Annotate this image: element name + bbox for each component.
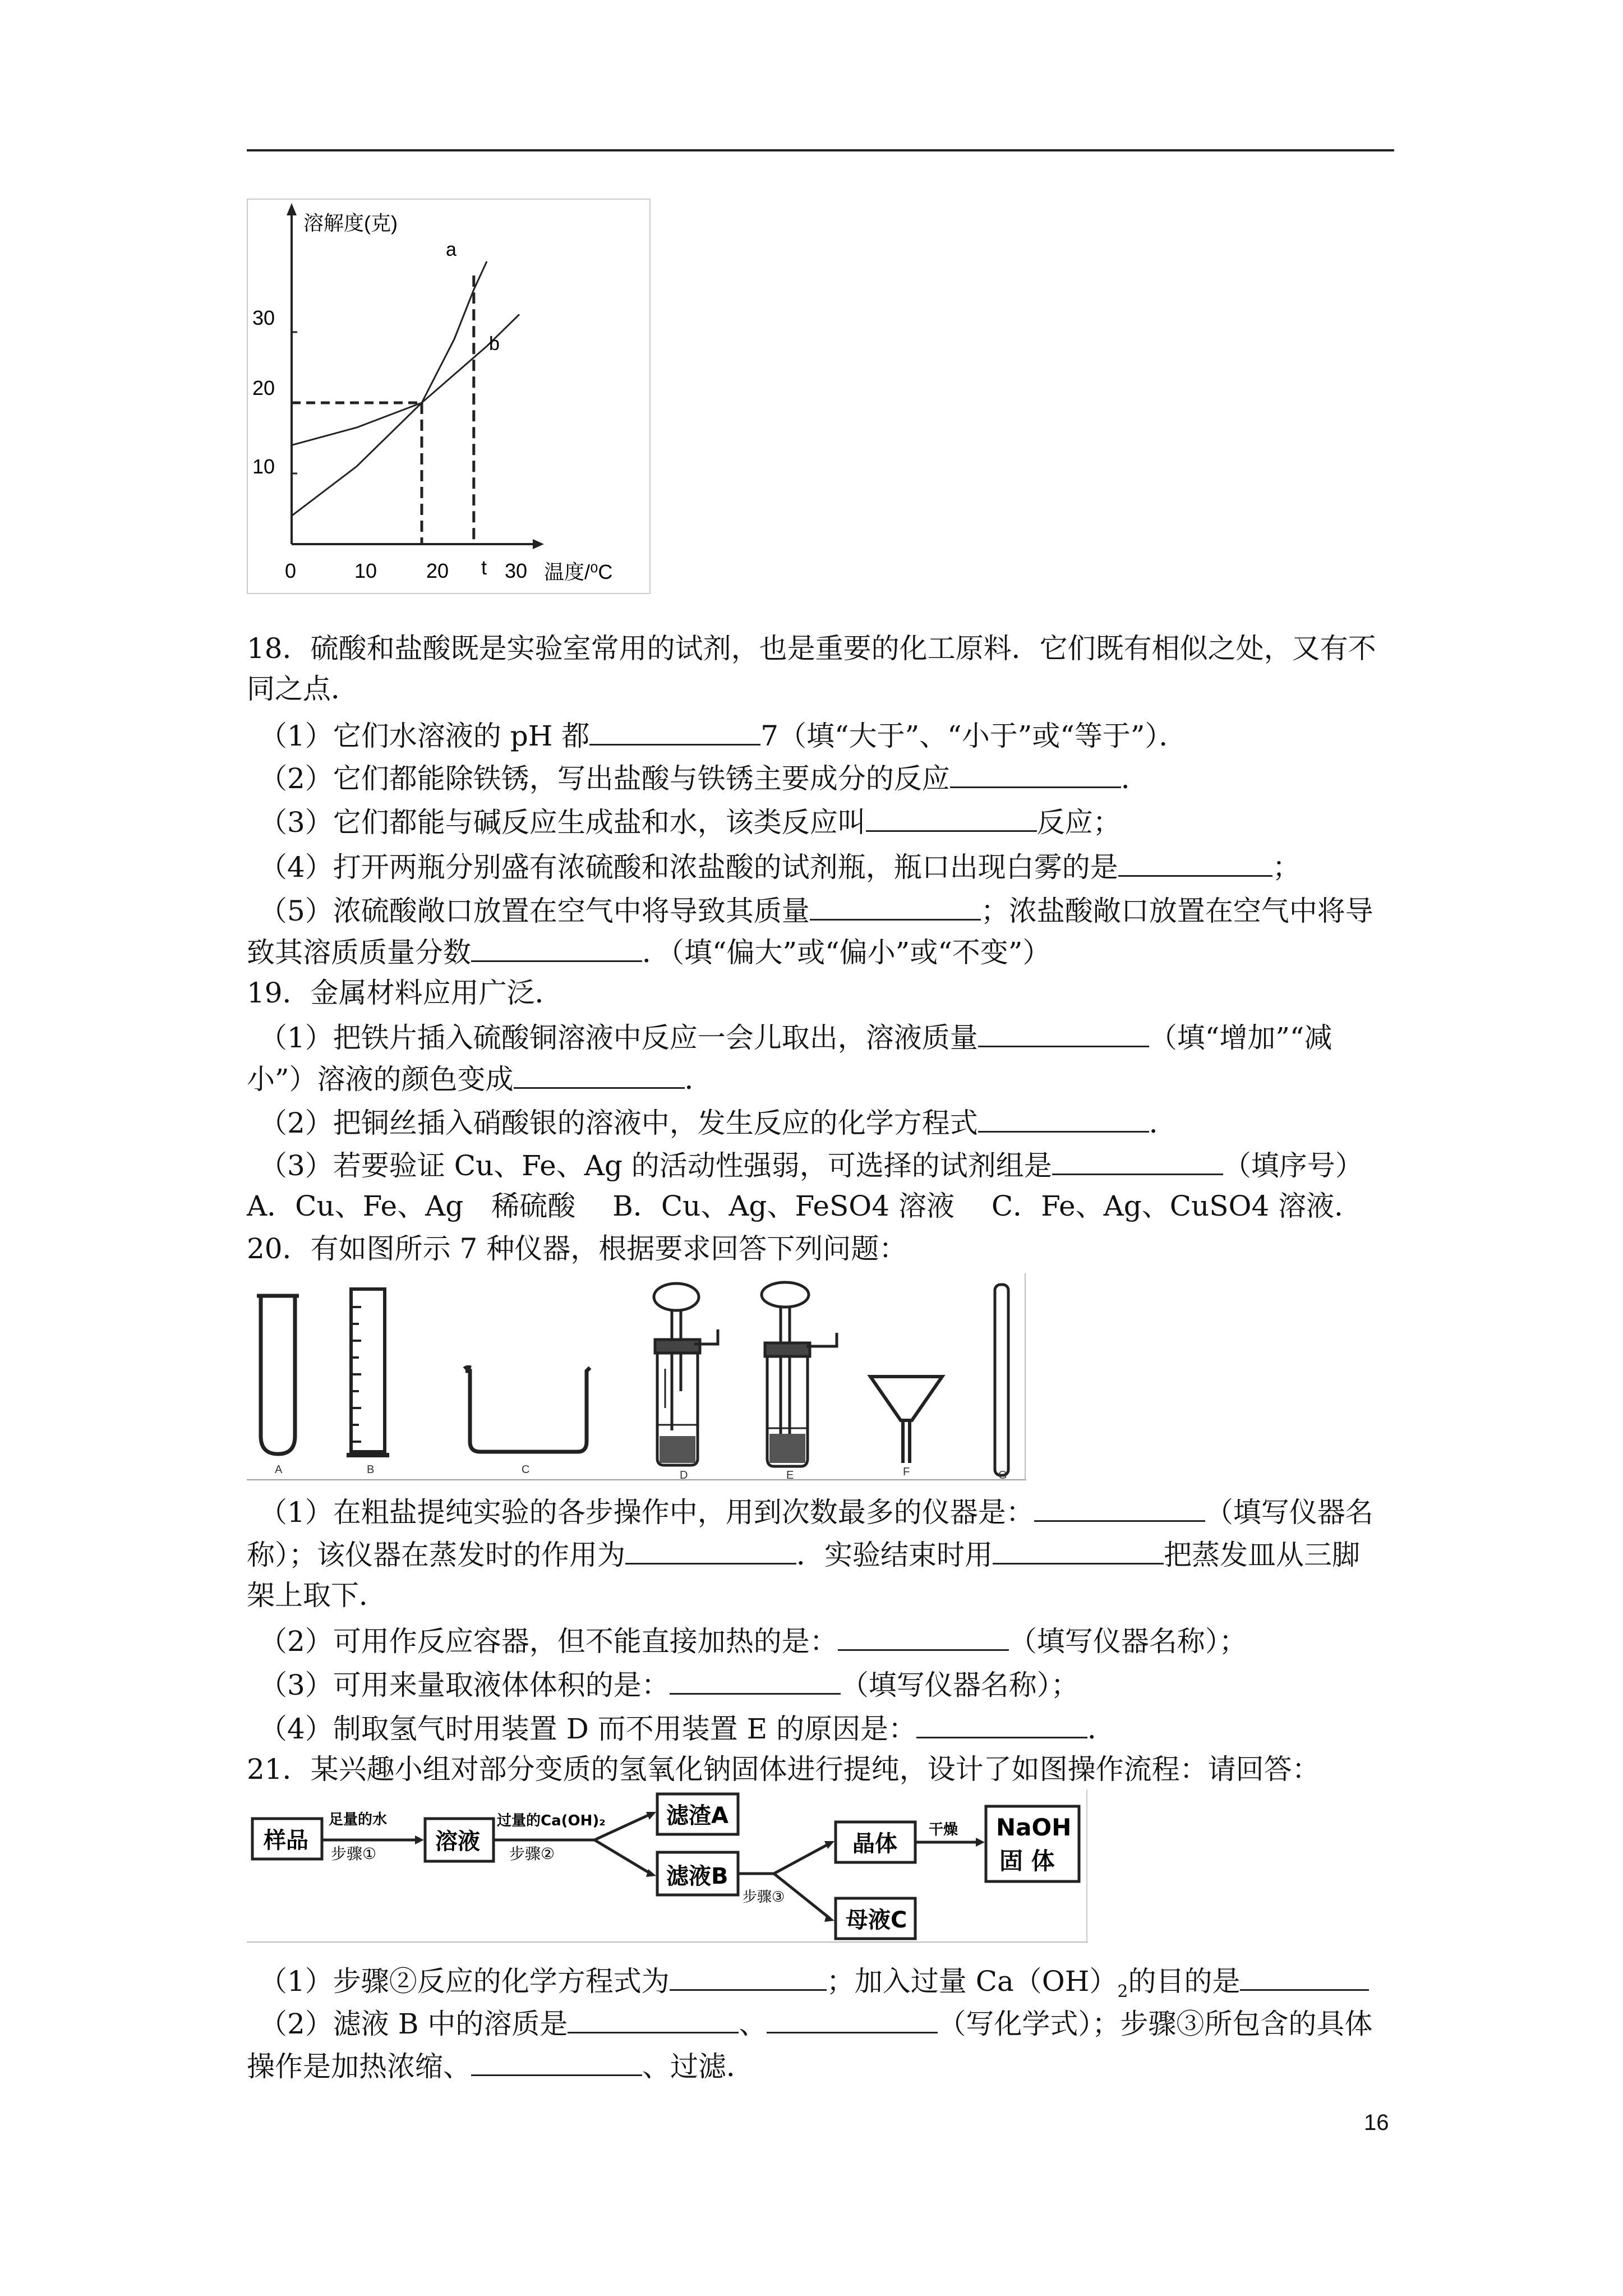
q21-part2: （2）滤液 B 中的溶质是 、 （写化学式）；步骤③所包含的具体 <box>259 2005 1372 2041</box>
x-tick-20: 20 <box>426 559 449 582</box>
q20-part1-end: 架上取下． <box>247 1579 387 1612</box>
q21-stem: 21．某兴趣小组对部分变质的氢氧化钠固体进行提纯，设计了如图操作流程：请回答： <box>247 1753 1320 1786</box>
q18-part2: （2）它们都能除铁锈，写出盐酸与铁锈主要成分的反应 ． <box>259 760 1149 795</box>
q21-part1: （1）步骤②反应的化学方程式为 ；加入过量 $Ca(OH)_2$的目的是 <box>259 1962 1369 2009</box>
answer-blank[interactable] <box>993 1536 1164 1565</box>
label-f: F <box>903 1466 910 1478</box>
q19-options: A．Cu、Fe、Ag 稀硫酸 B．Cu、Ag、FeSO4 溶液 C．Fe、Ag、CuSO4 溶液． <box>247 1190 1363 1222</box>
flow-solution: 溶液 <box>435 1829 480 1855</box>
curve-a-label: a <box>446 239 457 260</box>
answer-blank[interactable] <box>471 933 642 962</box>
answer-blank[interactable] <box>978 1019 1149 1047</box>
q18-stem-line2: 同之点． <box>247 673 359 705</box>
answer-blank[interactable] <box>568 2005 739 2033</box>
x-tick-t: t <box>481 556 487 579</box>
answer-blank[interactable] <box>670 1962 827 1991</box>
q21-part2-cont: 操作是加热浓缩、 、过滤． <box>247 2047 754 2083</box>
q18-part5-cont: 致其溶质质量分数 ．（填“偏大”或“偏小”或“不变”） <box>247 933 1050 969</box>
x-tick-30: 30 <box>505 559 528 582</box>
answer-blank[interactable] <box>767 2005 938 2033</box>
flow-mother-c: 母液C <box>846 1907 907 1933</box>
label-d: D <box>680 1469 688 1481</box>
flow-filtrate-b: 滤液B <box>666 1864 728 1889</box>
label-b: B <box>367 1464 375 1476</box>
q20-part4: （4）制取氢气时用装置 D 而不用装置 E 的原因是： ． <box>259 1710 1115 1746</box>
y-tick-20: 20 <box>252 376 275 399</box>
answer-blank[interactable] <box>916 1710 1087 1738</box>
q18-part4: （4）打开两瓶分别盛有浓硫酸和浓盐酸的试剂瓶，瓶口出现白雾的是 ； <box>259 848 1301 884</box>
q19-part1: （1）把铁片插入硫酸铜溶液中反应一会儿取出，溶液质量 （填“增加”“减 <box>259 1019 1332 1055</box>
answer-blank[interactable] <box>978 1104 1149 1133</box>
q19-stem: 19．金属材料应用广泛． <box>247 977 563 1009</box>
answer-blank[interactable] <box>810 892 981 921</box>
x-tick-0: 0 <box>285 559 297 582</box>
header-rule <box>247 149 1394 151</box>
flow-water: 足量的水 <box>329 1811 388 1828</box>
q20-part3: （3）可用来量取液体体积的是： （填写仪器名称）； <box>259 1666 1079 1702</box>
answer-blank[interactable] <box>670 1666 841 1695</box>
q20-part1: （1）在粗盐提纯实验的各步操作中，用到次数最多的仪器是： （填写仪器名 <box>259 1493 1373 1529</box>
y-tick-30: 30 <box>252 306 275 329</box>
answer-blank[interactable] <box>625 1536 796 1565</box>
apparatus-figure <box>247 1273 1026 1483</box>
graduated-cylinder-icon <box>347 1289 389 1455</box>
answer-blank[interactable] <box>1052 1147 1223 1175</box>
x-axis-arrow <box>533 539 544 549</box>
flow-solid: 固 体 <box>999 1847 1055 1875</box>
flow-sample: 样品 <box>264 1828 308 1853</box>
q18-stem-line1: 18．硫酸和盐酸既是实验室常用的试剂，也是重要的化工原料．它们既有相似之处，又有不 <box>247 632 1376 665</box>
flow-caoh2: 过量的Ca(OH)₂ <box>497 1812 606 1829</box>
beaker-icon <box>464 1367 590 1452</box>
curve-a <box>292 261 487 516</box>
q18-part3: （3）它们都能与碱反应生成盐和水，该类反应叫 反应； <box>259 803 1121 839</box>
y-axis-arrow <box>287 203 297 215</box>
q18-part5: （5）浓硫酸敞口放置在空气中将导致其质量 ；浓盐酸敞口放置在空气中将导 <box>259 892 1373 928</box>
answer-blank[interactable] <box>950 760 1121 788</box>
flow-dry: 干燥 <box>929 1821 958 1838</box>
flow-naoh: NaOH <box>996 1814 1072 1841</box>
test-tube-icon <box>257 1296 299 1454</box>
answer-blank[interactable] <box>1034 1493 1205 1522</box>
glass-rod-icon <box>995 1285 1008 1475</box>
answer-blank[interactable] <box>1240 1962 1369 1991</box>
answer-blank[interactable] <box>866 803 1037 832</box>
q20-stem: 20．有如图所示 7 种仪器，根据要求回答下列问题： <box>247 1232 907 1265</box>
answer-blank[interactable] <box>471 2047 642 2076</box>
q18-part1: （1）它们水溶液的 pH 都 7（填“大于”、“小于”或“等于”）． <box>259 717 1187 753</box>
label-g: G <box>998 1469 1007 1481</box>
q19-part1-cont: 小”）溶液的颜色变成 ． <box>247 1060 713 1096</box>
funnel-icon <box>870 1377 942 1463</box>
label-c: C <box>522 1464 530 1476</box>
answer-blank[interactable] <box>514 1060 685 1089</box>
y-tick-10: 10 <box>252 455 275 478</box>
solubility-graph <box>247 199 651 594</box>
flow-step3: 步骤③ <box>743 1889 785 1906</box>
label-e: E <box>786 1469 794 1481</box>
answer-blank[interactable] <box>838 1622 1009 1651</box>
label-a: A <box>275 1464 283 1476</box>
page-number: 16 <box>1364 2110 1389 2135</box>
flow-crystal: 晶体 <box>852 1831 897 1857</box>
q20-part2: （2）可用作反应容器，但不能直接加热的是： （填写仪器名称）； <box>259 1622 1247 1658</box>
flow-step1: 步骤① <box>331 1844 377 1863</box>
q19-part2: （2）把铜丝插入硝酸银的溶液中，发生反应的化学方程式 ． <box>259 1104 1177 1140</box>
q20-part1-cont: 称）；该仪器在蒸发时的作用为 ．实验结束时用 把蒸发皿从三脚 <box>247 1536 1360 1572</box>
x-tick-10: 10 <box>354 559 377 582</box>
process-flowchart <box>247 1789 1088 1947</box>
flow-step2: 步骤② <box>509 1844 555 1863</box>
x-axis-label: 温度/⁰C <box>544 560 613 583</box>
curve-b-label: b <box>489 333 500 355</box>
q19-part3: （3）若要验证 Cu、Fe、Ag 的活动性强弱，可选择的试剂组是 （填序号） <box>259 1147 1363 1182</box>
curve-b <box>292 315 519 445</box>
flow-residue-a: 滤渣A <box>666 1803 728 1829</box>
y-axis-label: 溶解度(克) <box>303 211 398 234</box>
answer-blank[interactable] <box>1118 848 1272 877</box>
answer-blank[interactable] <box>589 717 760 746</box>
hydrogen-apparatus-d-icon <box>654 1283 718 1465</box>
hydrogen-apparatus-e-icon <box>762 1282 837 1466</box>
